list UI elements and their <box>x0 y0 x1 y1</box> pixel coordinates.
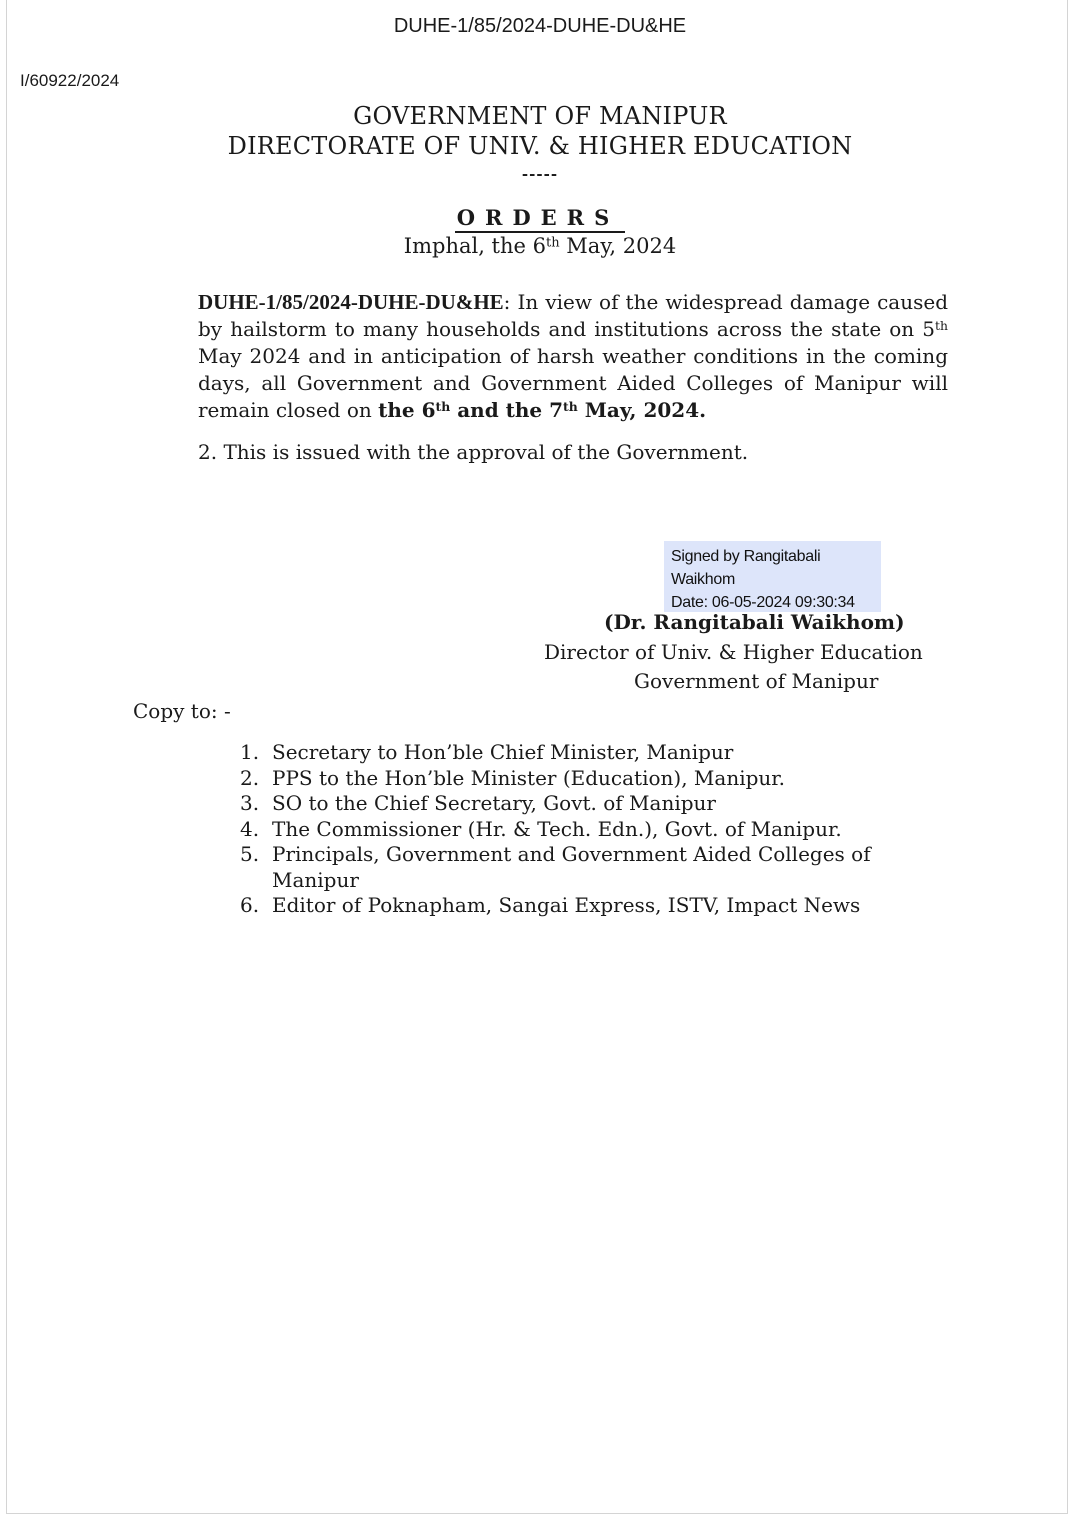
list-item-number: 6. <box>240 893 260 917</box>
closure-date-part-2: and the 7 <box>450 398 564 422</box>
top-reference-number: DUHE-1/85/2024-DUHE-DU&HE <box>393 15 687 37</box>
signer-name: (Dr. Rangitabali Waikhom) <box>604 610 905 634</box>
order-paragraph <box>198 289 948 424</box>
government-heading: GOVERNMENT OF MANIPUR <box>353 102 727 130</box>
list-item-number: 2. <box>240 765 260 790</box>
list-item-text: The Commissioner (Hr. & Tech. Edn.), Govt. of Manipur. <box>272 816 842 841</box>
list-item <box>240 740 920 766</box>
order-reference: DUHE-1/85/2024-DUHE-DU&HE <box>198 290 504 314</box>
orders-heading-wrapper <box>0 205 1080 230</box>
list-item-text: PPS to the Hon’ble Minister (Education), Manipur. <box>272 765 786 790</box>
copy-to-label: Copy to: - <box>133 699 231 723</box>
list-item-text: Principals, Government and Government Aided Colleges of Manipur <box>272 842 871 892</box>
closure-date-sup-2: th <box>563 398 578 414</box>
signer-designation: Director of Univ. & Higher Education <box>544 640 923 664</box>
date-suffix: May, 2024 <box>559 234 677 258</box>
list-item <box>240 893 920 919</box>
date-superscript: th <box>546 235 560 251</box>
copy-to-list <box>240 740 920 919</box>
signature-signed-by-surname: Waikhom <box>671 571 735 588</box>
closure-date-part-3: May, 2024. <box>577 398 707 422</box>
list-item <box>240 766 920 792</box>
paragraph-sup-1: th <box>935 317 948 333</box>
list-item-number: 5. <box>240 842 260 866</box>
list-item-number: 3. <box>240 791 260 815</box>
closure-date-sup-1: th <box>435 398 451 414</box>
list-item <box>240 791 920 817</box>
separator-dashes: ----- <box>521 165 559 183</box>
closure-dates <box>378 398 706 422</box>
list-item <box>240 842 920 893</box>
signature-signed-by: Signed by Rangitabali <box>671 548 821 565</box>
list-item-number: 4. <box>240 816 260 841</box>
paragraph-text-1: : In view of the widespread damage caused by hailstorm to many households and institutions across the state on 5 <box>198 290 948 341</box>
side-reference-number: I/60922/2024 <box>20 71 120 90</box>
order-date <box>0 234 1080 258</box>
list-item-number: 1. <box>240 740 260 764</box>
date-prefix: Imphal, the 6 <box>403 234 546 258</box>
approval-line: 2. This is issued with the approval of the Government. <box>198 440 749 464</box>
list-item <box>240 817 920 843</box>
paragraph-text-2: May 2024 and in anticipation of harsh weather conditions in the coming days, all Government and Government Aided Colleges of Manipur will remain closed on <box>198 344 948 422</box>
directorate-heading: DIRECTORATE OF UNIV. & HIGHER EDUCATION <box>227 132 853 160</box>
closure-date-part-1: the 6 <box>378 398 436 422</box>
list-item-text: SO to the Chief Secretary, Govt. of Manipur <box>272 791 716 815</box>
list-item-text: Secretary to Hon’ble Chief Minister, Manipur <box>272 740 734 764</box>
signature-date: Date: 06-05-2024 09:30:34 <box>671 594 855 611</box>
signer-government: Government of Manipur <box>634 669 879 693</box>
orders-heading: ORDERS <box>455 205 626 233</box>
list-item-text: Editor of Poknapham, Sangai Express, ISTV, Impact News <box>272 893 861 917</box>
